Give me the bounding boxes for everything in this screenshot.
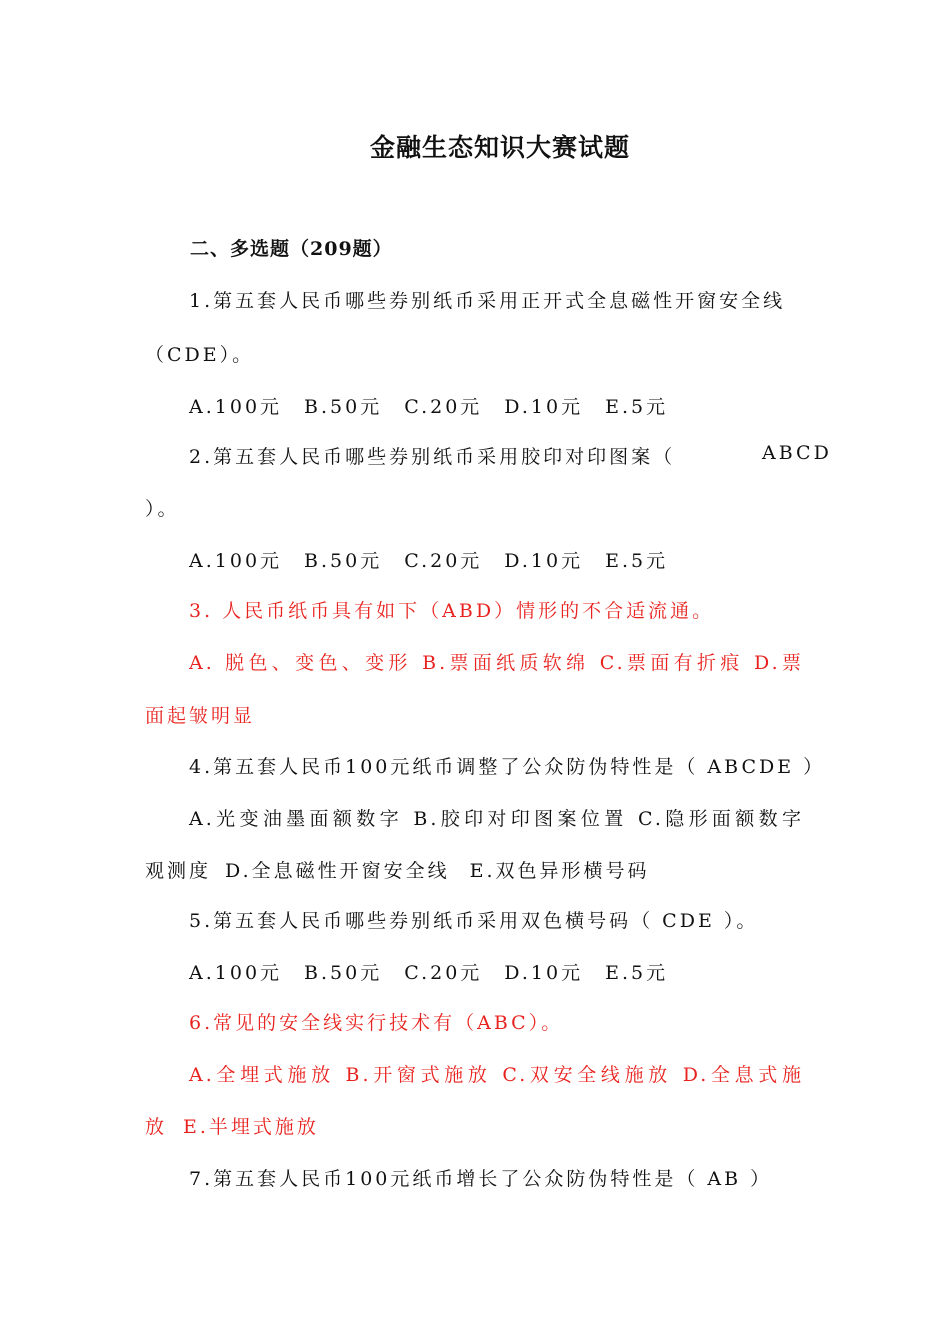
page-title: 金融生态知识大赛试题 bbox=[369, 133, 630, 162]
option-c: C.20元 bbox=[404, 962, 483, 984]
option-e: E.5元 bbox=[605, 396, 669, 418]
question-2-continuation: ）。 bbox=[145, 498, 180, 520]
option-b: B.票面纸质软绵 bbox=[422, 652, 590, 674]
option-a: A.100元 bbox=[189, 396, 283, 418]
question-3-options-line-2: 面起皱明显 bbox=[145, 705, 256, 727]
option-d: D.全息磁性开窗安全线 bbox=[225, 860, 450, 882]
option-a: A.100元 bbox=[189, 550, 283, 572]
option-d: D.全息式施 bbox=[682, 1064, 804, 1086]
option-a: A.光变油墨面额数字 bbox=[189, 808, 403, 830]
question-4-options-line-1 bbox=[189, 804, 804, 831]
option-c: C.隐形面额数字 bbox=[637, 808, 804, 830]
option-d: D.10元 bbox=[504, 550, 584, 572]
question-1-continuation: （CDE）。 bbox=[145, 344, 255, 366]
option-e: E.半埋式施放 bbox=[183, 1116, 319, 1138]
section-heading: 二、多选题（209题） bbox=[190, 238, 393, 260]
option-b: B.50元 bbox=[304, 962, 383, 984]
option-a: A.100元 bbox=[189, 962, 283, 984]
question-7-text: 7.第五套人民币100元纸币增长了公众防伪特性是（ AB ） bbox=[189, 1168, 773, 1190]
question-2-answer: ABCD bbox=[762, 442, 832, 464]
option-d: D.10元 bbox=[504, 396, 584, 418]
option-c: C.双安全线施放 bbox=[502, 1064, 672, 1086]
option-b: B.50元 bbox=[304, 396, 383, 418]
question-3-options-line-1 bbox=[189, 648, 804, 675]
question-6-text: 6.常见的安全线实行技术有（ABC）。 bbox=[189, 1012, 564, 1034]
option-c-continuation: 观测度 bbox=[145, 860, 212, 882]
option-d-continuation: 放 bbox=[145, 1116, 168, 1138]
option-e: E.5元 bbox=[605, 962, 669, 984]
question-5-options bbox=[189, 958, 668, 985]
question-5-text: 5.第五套人民币哪些券别纸币采用双色横号码（ CDE ）。 bbox=[189, 910, 759, 932]
question-6-options-line-1 bbox=[189, 1060, 804, 1087]
question-2-options bbox=[189, 546, 668, 573]
option-e: E.5元 bbox=[605, 550, 669, 572]
question-3-text: 3. 人民币纸币具有如下（ABD）情形的不合适流通。 bbox=[189, 600, 715, 622]
option-a: A. 脱色、变色、变形 bbox=[189, 652, 412, 674]
option-d: D.票 bbox=[754, 652, 804, 674]
option-c: C.票面有折痕 bbox=[599, 652, 744, 674]
option-e: E.双色异形横号码 bbox=[469, 860, 650, 882]
option-a: A.全埋式施放 bbox=[189, 1064, 335, 1086]
question-2-text: 2.第五套人民币哪些券别纸币采用胶印对印图案（ bbox=[189, 446, 676, 468]
option-c: C.20元 bbox=[404, 550, 483, 572]
option-b: B.开窗式施放 bbox=[345, 1064, 492, 1086]
question-4-options-line-2 bbox=[145, 856, 650, 883]
option-d: D.10元 bbox=[504, 962, 584, 984]
question-6-options-line-2 bbox=[145, 1112, 319, 1139]
question-4-text: 4.第五套人民币100元纸币调整了公众防伪特性是（ ABCDE ） bbox=[189, 756, 826, 778]
question-1-text: 1.第五套人民币哪些券别纸币采用正开式全息磁性开窗安全线 bbox=[189, 290, 786, 312]
question-1-options bbox=[189, 392, 668, 419]
option-c: C.20元 bbox=[404, 396, 483, 418]
option-b: B.50元 bbox=[304, 550, 383, 572]
option-b: B.胶印对印图案位置 bbox=[413, 808, 628, 830]
